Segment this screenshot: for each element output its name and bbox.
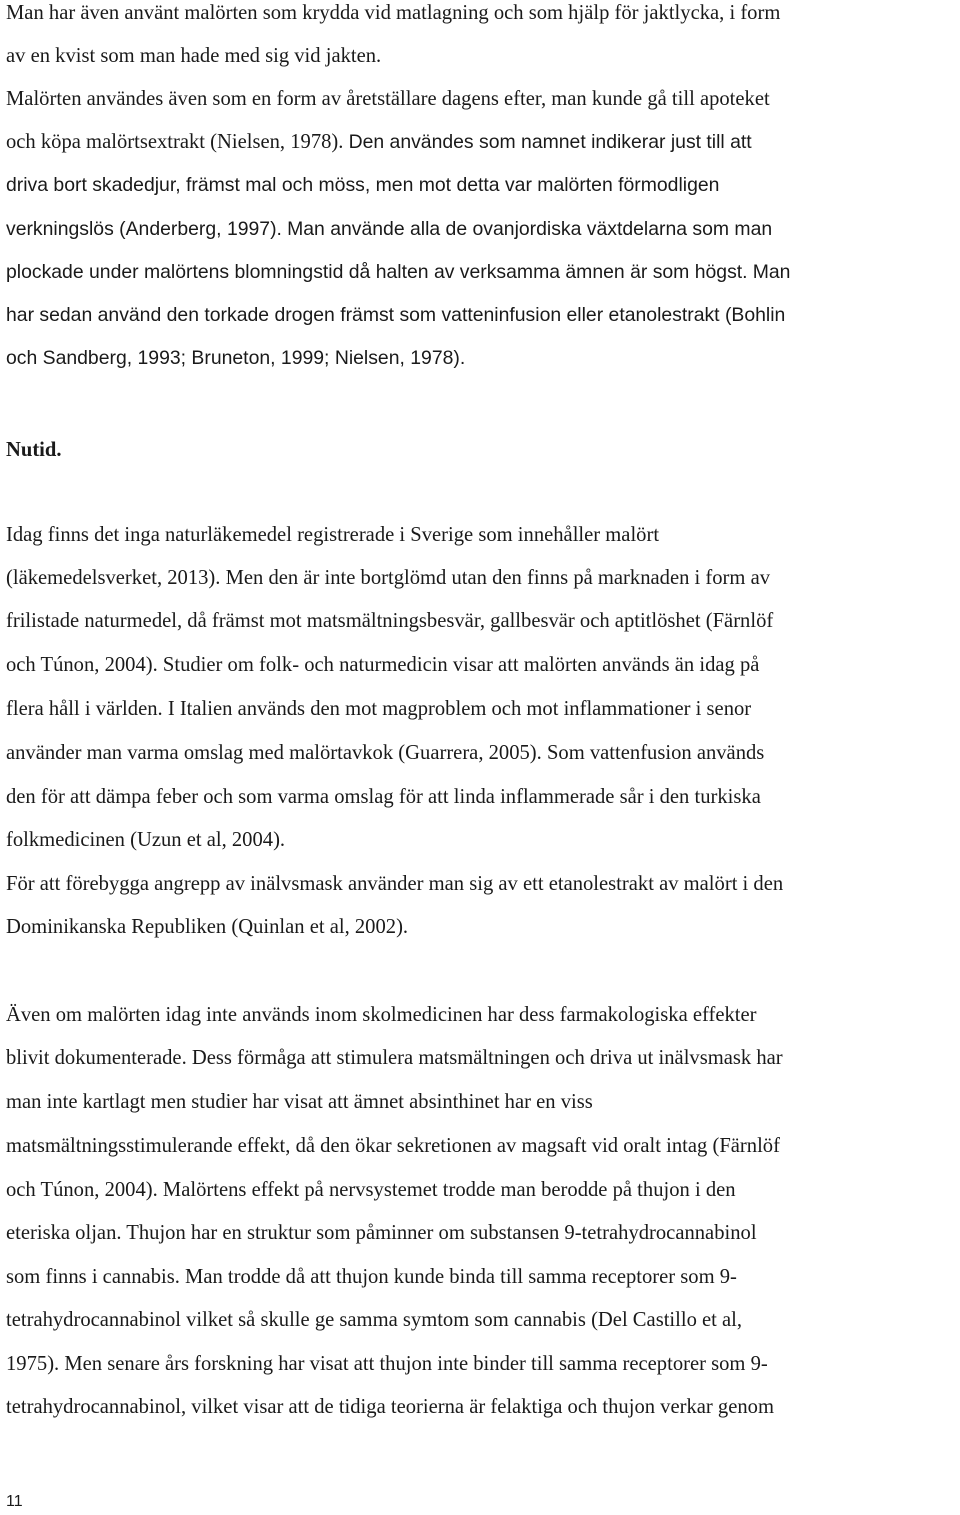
text-line: använder man varma omslag med malörtavkok (Guarrera, 2005). Som vattenfusion används	[6, 742, 765, 764]
text-line: tetrahydrocannabinol vilket så skulle ge samma symtom som cannabis (Del Castillo et al,	[6, 1309, 743, 1331]
text-line: driva bort skadedjur, främst mal och möss, men mot detta var malörten förmodligen	[6, 174, 720, 196]
page-number: 11	[6, 1493, 23, 1510]
text-line: eteriska oljan. Thujon har en struktur som påminner om substansen 9-tetrahydrocannabinol	[6, 1222, 757, 1244]
text-line	[6, 216, 772, 242]
text-line: matsmältningsstimulerande effekt, då den ökar sekretionen av magsaft vid oralt intag (Färnlöf	[6, 1135, 780, 1157]
section-heading: Nutid.	[6, 439, 62, 461]
text-line: Idag finns det inga naturläkemedel registrerade i Sverige som innehåller malört	[6, 524, 660, 546]
text-line: (läkemedelsverket, 2013). Men den är inte bortglömd utan den finns på marknaden i form av	[6, 567, 771, 589]
text-line: Även om malörten idag inte används inom skolmedicinen har dess farmakologiska effekter	[6, 1004, 757, 1026]
text-line	[6, 129, 752, 155]
text-run: verkningslös (Anderberg, 1997).	[6, 218, 282, 240]
text-line: man inte kartlagt men studier har visat att ämnet absinthinet har en viss	[6, 1091, 593, 1113]
text-run: Man	[752, 261, 791, 283]
text-run: Man använde alla de ovanjordiska växtdelarna som man	[287, 218, 773, 240]
text-line: folkmedicinen (Uzun et al, 2004).	[6, 829, 286, 851]
text-run: Den användes som namnet indikerar just till att	[348, 131, 752, 153]
text-line: har sedan använd den torkade drogen främst som vatteninfusion eller etanolestrakt (Bohlin	[6, 304, 786, 326]
text-line: som finns i cannabis. Man trodde då att thujon kunde binda till samma receptorer som 9-	[6, 1266, 737, 1288]
text-line	[6, 259, 790, 285]
text-line: frilistade naturmedel, då främst mot matsmältningsbesvär, gallbesvär och aptitlöshet (Färnlöf	[6, 610, 774, 632]
text-line: Man har även använt malörten som krydda vid matlagning och som hjälp för jaktlycka, i form	[6, 2, 781, 24]
text-run: och köpa malörtsextrakt (Nielsen, 1978).	[6, 131, 344, 153]
text-line: av en kvist som man hade med sig vid jakten.	[6, 45, 382, 67]
text-line: Malörten användes även som en form av åretställare dagens efter, man kunde gå till apoteket	[6, 88, 770, 110]
text-line: tetrahydrocannabinol, vilket visar att de tidiga teorierna är felaktiga och thujon verkar genom	[6, 1396, 774, 1418]
text-line: och Túnon, 2004). Studier om folk- och naturmedicin visar att malörten används än idag på	[6, 654, 760, 676]
text-line: den för att dämpa feber och som varma omslag för att linda inflammerade sår i den turkiska	[6, 786, 761, 808]
text-line: och Túnon, 2004). Malörtens effekt på nervsystemet trodde man berodde på thujon i den	[6, 1179, 736, 1201]
text-line: För att förebygga angrepp av inälvsmask använder man sig av ett etanolestrakt av malört i den	[6, 873, 784, 895]
text-line: 1975). Men senare års forskning har visat att thujon inte binder till samma receptorer som 9-	[6, 1353, 768, 1375]
text-line: och Sandberg, 1993; Bruneton, 1999; Nielsen, 1978).	[6, 347, 466, 369]
text-line: flera håll i världen. I Italien används den mot magproblem och mot inflammationer i senor	[6, 698, 752, 720]
text-run: plockade under malörtens blomningstid då halten av verksamma ämnen är som högst.	[6, 261, 748, 283]
text-line: Dominikanska Republiken (Quinlan et al, 2002).	[6, 916, 409, 938]
text-line: blivit dokumenterade. Dess förmåga att stimulera matsmältningen och driva ut inälvsmask har	[6, 1047, 783, 1069]
